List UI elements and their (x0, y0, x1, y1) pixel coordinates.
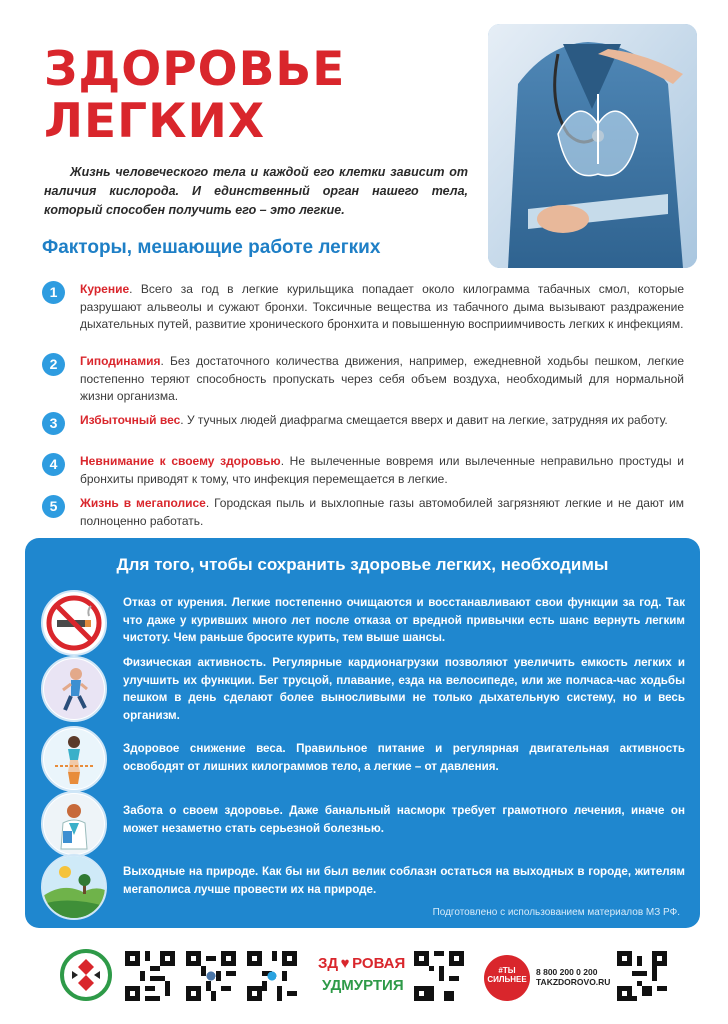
hotline-site[interactable]: TAKZDOROVO.RU (536, 977, 611, 987)
advice-text-4: Забота о своем здоровье. Даже банальный насморк требует грамотного лечения, иначе он может незаметно стать серьезной болезнью. (123, 804, 685, 835)
factor-text (80, 353, 684, 406)
runner-icon (41, 656, 107, 722)
zdorovaya-udmurtia-logo (318, 955, 406, 999)
factor-number: 1 (42, 281, 65, 304)
recommendations-panel (25, 538, 700, 928)
brand-top-right: РОВАЯ (352, 955, 406, 972)
badge-line-2: СИЛЬНЕЕ (487, 975, 527, 984)
badge-line-1: #ТЫ (498, 966, 516, 975)
slim-woman-icon (41, 726, 107, 792)
source-note: Подготовлено с использованием материалов МЗ РФ. (432, 907, 680, 918)
heart-icon: ♥ (340, 955, 350, 972)
qr-code-icon[interactable] (247, 951, 297, 1001)
doctor-icon (41, 791, 107, 857)
footer (0, 945, 728, 1005)
no-smoking-icon (41, 590, 107, 656)
brand-top-left: ЗД (318, 955, 339, 972)
advice-text-1: Отказ от курения. Легкие постепенно очищаются и восстанавливают свои функции за год. Так что даже у куривших много лет после отказа от вредной привычки есть шанс вернуть легким чистоту. Чем раньше бросите курить, тем выше шансы. (123, 596, 685, 644)
factor-description: . Не вылеченные вовремя или вылеченные неправильно простуды и бронхиты приводят к тому, что инфекция перемещается в легкие. (80, 454, 685, 486)
factor-text (80, 412, 684, 430)
factor-keyword: Жизнь в мегаполисе (80, 496, 206, 510)
factor-description: . Всего за год в легкие курильщика попадает около килограмма табачных смол, которые разрушают альвеолы и сужают бронхи. Токсичные вещества из табачного дыма вызывают раздражение дыхательных путей, развитие хронического бронхита и повышенную восприимчивость легких к инфекциям. (80, 282, 684, 331)
advice-text-5: Выходные на природе. Как бы ни был велик соблазн остаться на выходных в городе, жителям мегаполиса лучше провести их на природе. (123, 865, 685, 896)
factor-keyword: Невнимание к своему здоровью (80, 454, 281, 468)
factor-description: . Без достаточного количества движения, например, ежедневной ходьбы пешком, легкие постепенно теряют способность пропускать через себя объем воздуха, необходимый для нормальной жизни организма. (80, 354, 684, 403)
factor-description: . У тучных людей диафрагма смещается вверх и давит на легкие, затрудняя их работу. (180, 413, 668, 427)
title-line-2: ЛЕГКИХ (44, 94, 266, 149)
doctor-lungs-photo (488, 24, 697, 268)
brand-bottom: УДМУРТИЯ (322, 977, 404, 994)
factor-keyword: Курение (80, 282, 130, 296)
factor-text (80, 281, 684, 334)
hotline-block (536, 967, 612, 987)
advice-text-2: Физическая активность. Регулярные кардионагрузки позволяют увеличить емкость легких и улучшить их функции. Бег трусцой, плавание, езда на велосипеде, или же полчаса-час ходьбы пешком в день сделают более выносливыми не только дыхательную систему, но и весь организм. (123, 656, 685, 722)
intro-paragraph: Жизнь человеческого тела и каждой его клетки зависит от наличия кислорода. И единственный орган нашего тела, который способен получить его – это легкие. (44, 165, 468, 217)
factor-keyword: Избыточный вес (80, 413, 181, 427)
ty-silnee-badge (484, 955, 530, 1001)
panel-title: Для того, чтобы сохранить здоровье легких, необходимы (116, 555, 609, 574)
factors-heading: Факторы, мешающие работе легких (42, 237, 381, 258)
factor-text (80, 495, 684, 530)
nature-icon (41, 854, 107, 920)
title-line-1: ЗДОРОВЬЕ (44, 42, 346, 97)
advice-text-3: Здоровое снижение веса. Правильное питание и регулярная двигательная активность освободят от лишних килограммов тело, а легкие – от давления. (123, 742, 685, 773)
qr-code-icon[interactable] (125, 951, 175, 1001)
page-title (44, 44, 464, 148)
qr-code-icon[interactable] (186, 951, 236, 1001)
factor-number: 3 (42, 412, 65, 435)
qr-code-icon[interactable] (414, 951, 464, 1001)
hotline-phone: 8 800 200 0 200 (536, 967, 598, 977)
factor-text (80, 453, 684, 488)
udmurtia-emblem-icon (60, 949, 112, 1001)
factor-keyword: Гиподинамия (80, 354, 161, 368)
factor-number: 4 (42, 453, 65, 476)
factor-number: 2 (42, 353, 65, 376)
qr-code-icon[interactable] (617, 951, 667, 1001)
factor-description: . Городская пыль и выхлопные газы автомобилей загрязняют легкие и не дают им полноценно работать. (80, 496, 684, 528)
factor-number: 5 (42, 495, 65, 518)
